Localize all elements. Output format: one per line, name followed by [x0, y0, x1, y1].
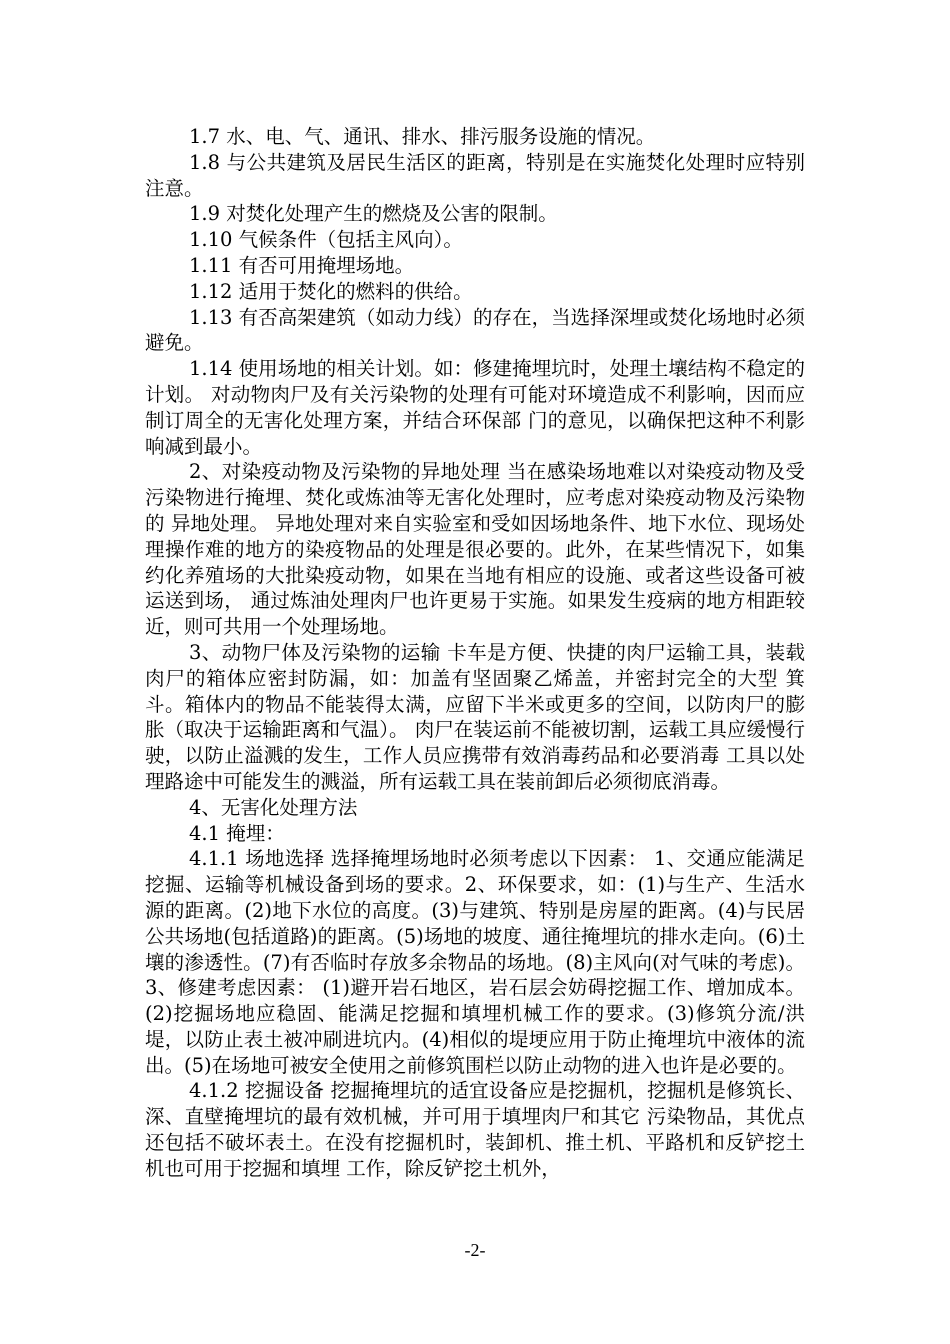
paragraph-1-9: 1.9 对焚化处理产生的燃烧及公害的限制。: [189, 202, 558, 226]
heading-4-1: 4.1 掩埋：: [189, 821, 285, 845]
page-number: -2-: [464, 1240, 486, 1260]
paragraph-1-11: 1.11 有否可用掩埋场地。: [189, 253, 415, 277]
paragraph-1-14: 1.14 使用场地的相关计划。如：修建掩埋坑时，处理土壤结构不稳定的计划。 对动物肉尸及有关污染物的处理有可能对环境造成不利影响，因而应制订周全的无害化处理方案，并结合环保部 门的意见，以确保把这种不利影响减到最小。: [145, 357, 805, 458]
body-text: [145, 124, 805, 1182]
heading-section-4: 4、无害化处理方法: [189, 795, 358, 819]
paragraph-4-1-2: 4.1.2 挖掘设备 挖掘掩埋坑的适宜设备应是挖掘机，挖掘机是修筑长、深、直壁掩埋坑的最有效机械，并可用于填埋肉尸和其它 污染物品，其优点还包括不破坏表土。在没有挖掘机时，装卸机、推土机、平路机和反铲挖土机也可用于挖掘和填埋 工作，除反铲挖土机外，: [145, 1079, 805, 1180]
paragraph-1-10: 1.10 气候条件（包括主风向）。: [189, 228, 463, 252]
paragraph-1-8: 1.8 与公共建筑及居民生活区的距离，特别是在实施焚化处理时应特别注意。: [145, 150, 805, 200]
paragraph-1-7: 1.7 水、电、气、通讯、排水、排污服务设施的情况。: [189, 125, 656, 148]
paragraph-1-12: 1.12 适用于焚化的燃料的供给。: [189, 279, 473, 303]
paragraph-section-3: 3、动物尸体及污染物的运输 卡车是方便、快捷的肉尸运输工具，装载肉尸的箱体应密封防漏，如：加盖有坚固聚乙烯盖，并密封完全的大型 箕斗。箱体内的物品不能装得太满，应留下半米或更多的空间，以防肉尸的膨胀（取决于运输距离和气温）。 肉尸在装运前不能被切割，运载工具应缓慢行驶，以防止溢溅的发生，工作人员应携带有效消毒药品和必要消毒 工具以处理路途中可能发生的溅溢，所有运载工具在装前卸后必须彻底消毒。: [145, 640, 805, 793]
paragraph-section-2: 2、对染疫动物及污染物的异地处理 当在感染场地难以对染疫动物及受污染物进行掩埋、焚化或炼油等无害化处理时，应考虑对染疫动物及污染物的 异地处理。 异地处理对来自实验室和受如因场地条件、地下水位、现场处理操作难的地方的染疫物品的处理是很必要的。此外，在某些情况下，如集约化养殖场的大批染疫动物，如果在当地有相应的设施、或者这些设备可被运送到场， 通过炼油处理肉尸也许更易于实施。如果发生疫病的地方相距较近，则可共用一个处理场地。: [145, 460, 805, 639]
paragraph-1-13: 1.13 有否高架建筑（如动力线）的存在，当选择深埋或焚化场地时必须避免。: [145, 305, 805, 355]
paragraph-4-1-1: 4.1.1 场地选择 选择掩埋场地时必须考虑以下因素： 1、交通应能满足挖掘、运输等机械设备到场的要求。2、环保要求，如：(1)与生产、生活水源的距离。(2)地下水位的高度。(3)与建筑、特别是房屋的距离。(4)与民居公共场地(包括道路)的距离。(5)场地的坡度、通往掩埋坑的排水走向。(6)土壤的渗透性。(7)有否临时存放多余物品的场地。(8)主风向(对气味的考虑)。3、修建考虑因素： (1)避开岩石地区，岩石层会妨碍挖掘工作、增加成本。(2)挖掘场地应稳固、能满足挖掘和填埋机械工作的要求。(3)修筑分流/洪堤，以防止表土被冲刷进坑内。(4)相似的堤埂应用于防止掩埋坑中液体的流出。(5)在场地可被安全使用之前修筑围栏以防止动物的进入也许是必要的。: [145, 847, 805, 1077]
